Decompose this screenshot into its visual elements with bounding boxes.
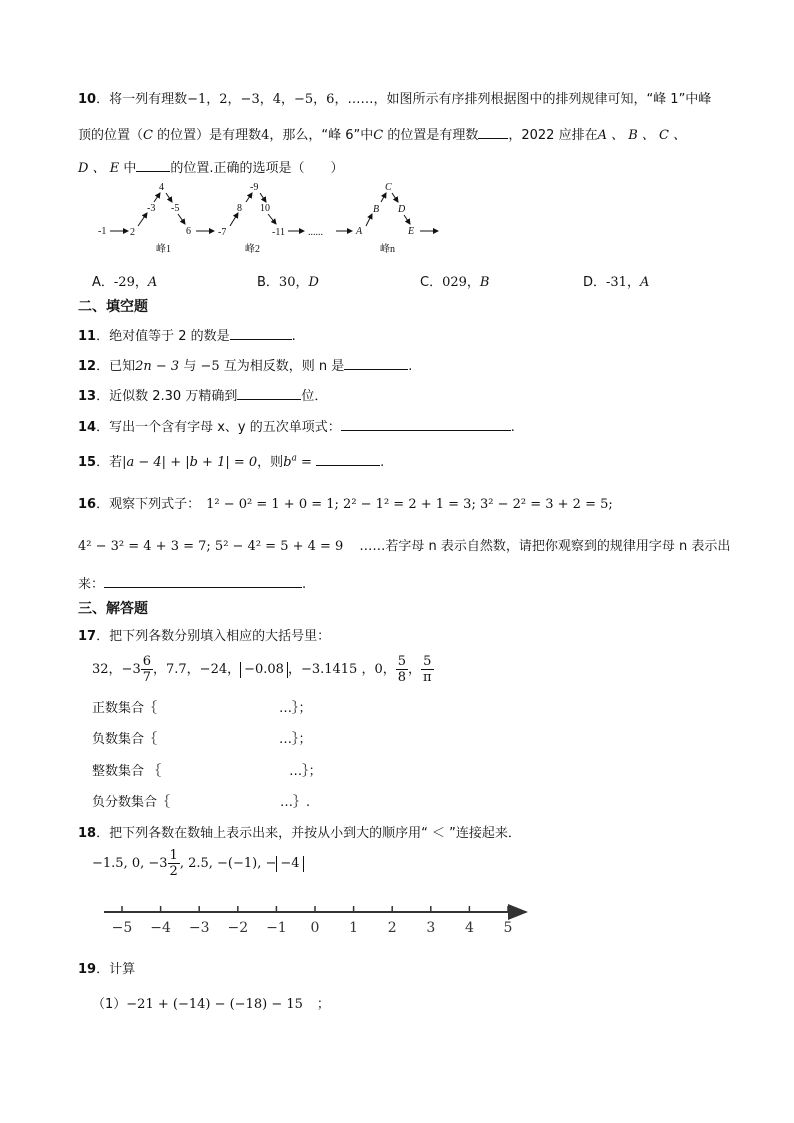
tick-label: −1 [266,920,287,936]
tick-label: −4 [150,920,171,936]
answer-blank[interactable] [341,418,511,431]
diag-p1-0: 2 [130,227,135,238]
diag-p2-0: -7 [218,227,227,238]
set-negative-fraction: 负分数集合｛ …｝. [92,795,311,810]
diag-label2: 峰2 [245,244,260,255]
diag-p1-3: -5 [171,203,180,214]
diag-pn-0: A [356,226,363,237]
option-b[interactable]: B．30，D [257,275,319,290]
peak-diagram [90,178,450,258]
q14: 14．写出一个含有字母 x、y 的五次单项式： . [78,420,515,435]
tick-label: −2 [227,920,249,936]
option-c[interactable]: C．029，B [420,275,490,290]
tick-label: 0 [310,920,320,936]
diag-p2-2: -9 [250,182,259,193]
q18-numbers: −1.5, 0, −3 $\frac{1}{2}$ , 2.5, −(−1), − −4 [92,846,304,882]
answer-blank[interactable] [478,126,508,139]
option-a[interactable]: A．-29，A [92,275,158,290]
number-line [100,898,534,942]
answer-blank[interactable] [230,327,292,340]
tick-label: −3 [188,920,210,936]
q19-part1: （1）−21 + (−14) − (−18) − 15 ； [92,997,330,1012]
q16-line2: 4² − 3² = 4 + 3 = 7; 5² − 4² = 5 + 4 = 9 ……若字母 n 表示自然数，请把你观察到的规律用字母 n 表示出 [78,539,731,554]
diag-p2-1: 8 [237,203,242,214]
option-d[interactable]: D．-31，A [583,275,650,290]
tick-label: 3 [426,920,436,936]
q18: 18．把下列各数在数轴上表示出来，并按从小到大的顺序用“ ＜ ”连接起来． [78,826,521,841]
answer-blank[interactable] [316,453,380,466]
diag-pn-1: B [373,204,380,215]
diag-p1-2: 4 [159,182,164,193]
q10-line1: 10．将一列有理数−1，2，−3，4，−5，6，……，如图所示有序排列根据图中的排列规律可知，“峰 1”中峰 [78,92,712,107]
diag-p2-4: -11 [272,227,285,238]
q17: 17．把下列各数分别填入相应的大括号里： [78,629,331,644]
tick-label: 1 [349,920,359,936]
answer-blank[interactable] [237,387,301,400]
diag-label1: 峰1 [156,244,171,255]
diag-labeln: 峰n [380,244,395,255]
diag-pn-2: C [385,182,392,193]
q17-numbers: 32，−3 $\frac{6}{7}$ ，7.7，−24， −0.08 ，−3.1415 ，0， $\frac{5}{8}$ ， $\frac{5}{\pi}$ [92,654,432,685]
q15: 15．若|a − 4| + |b + 1| = 0，则$b^a$ = . [78,453,385,470]
q10-line2: 顶的位置（C 的位置）是有理数4，那么，“峰 6”中C 的位置是有理数 ，2022 应排在A 、 B 、 C 、 [78,128,687,143]
tick-label: 4 [464,920,474,936]
section-answer: 三、解答题 [78,601,148,617]
q12: 12．已知2n − 3 与 −5 互为相反数，则 n 是 . [78,359,413,374]
answer-blank[interactable] [344,357,408,370]
set-positive: 正数集合｛ …｝； [92,701,312,716]
q16-line3: 来： . [78,577,307,592]
diag-p1-4: 6 [186,226,191,237]
q10-number: 10 [78,92,97,107]
diag-p2-3: 10 [260,203,270,214]
diag-p1-1: -3 [147,203,156,214]
set-integer: 整数集合 ｛ …｝； [92,764,322,779]
tick-label: −5 [111,920,133,936]
tick-label: 2 [387,920,397,936]
set-negative: 负数集合｛ …｝； [92,732,312,747]
diag-pn-3: D [398,204,406,215]
diag-dots: ...... [308,227,323,238]
tick-label: 5 [503,920,513,936]
q19: 19．计算 [78,962,136,977]
diag-start: -1 [98,226,107,237]
q11: 11．绝对值等于 2 的数是 . [78,329,296,344]
section-fill-in: 二、填空题 [78,299,148,315]
q10-line3: D 、 E 中 的位置.正确的选项是（ ） [78,161,344,176]
diag-pn-4: E [408,226,415,237]
q16-line1: 16．观察下列式子： 1² − 0² = 1 + 0 = 1; 2² − 1² = 2 + 1 = 3; 3² − 2² = 3 + 2 = 5; [78,497,613,512]
q13: 13．近似数 2.30 万精确到 位． [78,389,328,404]
answer-blank[interactable] [104,575,302,588]
answer-blank[interactable] [136,159,170,172]
